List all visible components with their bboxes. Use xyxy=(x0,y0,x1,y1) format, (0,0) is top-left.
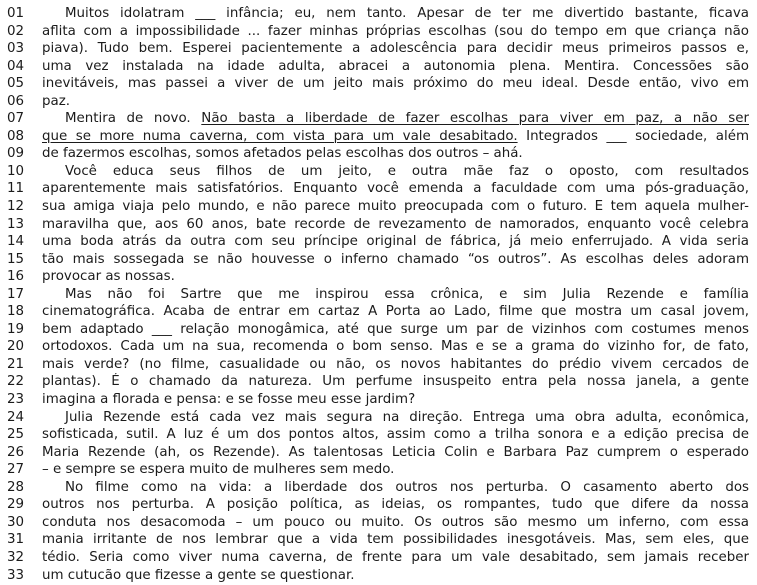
text-line xyxy=(7,321,749,339)
text-line xyxy=(7,233,749,251)
line-number: 20 xyxy=(7,339,25,355)
line-text: provocar as nossas. xyxy=(42,269,175,285)
text-line xyxy=(7,145,749,163)
text-line xyxy=(7,5,749,23)
underlined-text: que se more numa caverna, com vista para um vale desabitado. xyxy=(42,128,518,144)
line-number: 26 xyxy=(7,444,25,460)
text-line xyxy=(7,391,749,409)
line-number: 14 xyxy=(7,234,25,250)
line-text: piava). Tudo bem. Esperei pacientemente a adolescência para decidir meus primeiros passos e, xyxy=(42,41,749,57)
line-text: que se more numa caverna, com vista para um vale desabitado. Integrados ___ sociedade, além xyxy=(42,128,749,144)
line-number: 33 xyxy=(7,567,25,583)
line-number: 31 xyxy=(7,532,25,548)
line-number: 05 xyxy=(7,76,25,92)
text-line xyxy=(7,198,749,216)
line-text: – e sempre se espera muito de mulheres sem medo. xyxy=(42,462,395,478)
text-line xyxy=(7,93,749,111)
text-line xyxy=(7,180,749,198)
text-line xyxy=(7,216,749,234)
text-line xyxy=(7,268,749,286)
line-number: 09 xyxy=(7,146,25,162)
line-number: 24 xyxy=(7,409,25,425)
line-text: Muitos idolatram ___ infância; eu, nem tanto. Apesar de ter me divertido bastante, ficava xyxy=(65,6,749,21)
line-text: cinematográfica. Acaba de entrar em cartaz A Porta ao Lado, filme que mostra um casal jovem, xyxy=(42,304,749,320)
line-text: Mentira de novo. Não basta a liberdade de fazer escolhas para viver em paz, a não ser xyxy=(65,111,749,127)
line-number: 07 xyxy=(7,111,25,127)
text-line xyxy=(7,514,749,532)
line-number: 06 xyxy=(7,93,25,109)
line-text: outros nos perturba. A posição política, as ideias, os rompantes, tudo que difere da nossa xyxy=(42,497,749,513)
line-text: aflita com a impossibilidade ... fazer minhas próprias escolhas (sou do tempo em que criança não xyxy=(42,23,749,39)
text-line xyxy=(7,479,749,497)
line-text: Mas não foi Sartre que me inspirou essa crônica, e sim Julia Rezende e família xyxy=(65,286,749,302)
text-line xyxy=(7,75,749,93)
line-number: 27 xyxy=(7,462,25,478)
underlined-text: Não basta a liberdade de fazer escolhas para viver em paz, a não ser xyxy=(201,111,749,127)
text-line xyxy=(7,426,749,444)
text-line xyxy=(7,303,749,321)
text-line xyxy=(7,338,749,356)
line-text: No filme como na vida: a liberdade dos outros nos perturba. O casamento aberto dos xyxy=(65,479,749,495)
line-number: 15 xyxy=(7,251,25,267)
line-text: mais verde? (no filme, casualidade ou não, os novos habitantes do prédio vivem cercados de xyxy=(42,356,749,372)
line-text: de fazermos escolhas, somos afetados pelas escolhas dos outros – ahá. xyxy=(42,146,523,162)
text-line xyxy=(7,531,749,549)
line-text: um cutucão que fizesse a gente se questionar. xyxy=(42,567,355,583)
text-line xyxy=(7,286,749,304)
line-text: Você educa seus filhos de um jeito, e outra mãe faz o oposto, com resultados xyxy=(65,163,749,179)
text-line xyxy=(7,549,749,567)
line-text: bem adaptado ___ relação monogâmica, até que surge um par de vizinhos com costumes menos xyxy=(42,321,749,337)
line-number: 13 xyxy=(7,216,25,232)
line-text: ortodoxos. Cada um na sua, recomenda o bom senso. Mas e se a grama do vizinho for, de fato, xyxy=(42,339,749,355)
text-line xyxy=(7,110,749,128)
line-number: 10 xyxy=(7,163,25,179)
line-text: conduta nos desacomoda – um pouco ou muito. Os outros são mesmo um inferno, com essa xyxy=(42,514,749,530)
line-number: 03 xyxy=(7,41,25,57)
line-text: sofisticada, sutil. A luz é um dos pontos altos, assim como a trilha sonora e a edição precisa de xyxy=(42,427,749,443)
text-line xyxy=(7,163,749,181)
line-number: 17 xyxy=(7,286,25,302)
line-text: tão mais sossegada se não houvesse o inferno chamado “os outros”. As escolhas deles adoram xyxy=(42,251,749,267)
line-number: 28 xyxy=(7,479,25,495)
line-text: maravilha que, aos 60 anos, bate recorde de revezamento de namorados, enquanto você celebra xyxy=(42,216,749,232)
text-line xyxy=(7,373,749,391)
line-text: mania irritante de nos lembrar que a vida tem possibilidades inesgotáveis. Mas, sem eles, que xyxy=(42,532,749,548)
line-text: plantas). É o chamado da natureza. Um perfume insuspeito entra pela nossa janela, a gente xyxy=(42,374,749,390)
line-text: Julia Rezende está cada vez mais segura na direção. Entrega uma obra adulta, econômica, xyxy=(65,409,749,425)
text-line xyxy=(7,40,749,58)
text-line xyxy=(7,496,749,514)
line-text: tédio. Seria como viver numa caverna, de frente para um vale desabitado, sem jamais receber xyxy=(42,549,749,565)
text-line xyxy=(7,58,749,76)
text-line xyxy=(7,23,749,41)
line-text: sua amiga viaja pelo mundo, e não parece muito preocupada com o futuro. E tem aquela mulher- xyxy=(42,199,749,215)
line-text: aparentemente mais satisfatórios. Enquanto você emenda a faculdade com uma pós-graduação, xyxy=(42,181,749,197)
line-number: 12 xyxy=(7,199,25,215)
line-number: 30 xyxy=(7,514,25,530)
text-line xyxy=(7,444,749,462)
line-number: 16 xyxy=(7,269,25,285)
line-number: 25 xyxy=(7,427,25,443)
line-number: 29 xyxy=(7,497,25,513)
line-number: 21 xyxy=(7,356,25,372)
line-number: 02 xyxy=(7,23,25,39)
text-line xyxy=(7,409,749,427)
line-number: 23 xyxy=(7,392,25,408)
line-text: Maria Rezende (ah, os Rezende). As talentosas Leticia Colin e Barbara Paz cumprem o esperado xyxy=(42,444,749,460)
line-text: inevitáveis, mas passei a viver de um jeito mais próximo do meu ideal. Desde então, vivo em xyxy=(42,76,749,92)
line-number: 01 xyxy=(7,6,25,21)
text-line xyxy=(7,567,749,585)
line-number: 04 xyxy=(7,58,25,74)
line-number: 08 xyxy=(7,128,25,144)
line-number: 11 xyxy=(7,181,25,197)
line-text: uma boda atrás da outra com seu príncipe original de fábrica, já meio enferrujado. A vida seria xyxy=(42,234,749,250)
line-number: 19 xyxy=(7,321,25,337)
line-number: 22 xyxy=(7,374,25,390)
line-number: 32 xyxy=(7,549,25,565)
text-line xyxy=(7,128,749,146)
text-line xyxy=(7,251,749,269)
line-number: 18 xyxy=(7,304,25,320)
line-text: imagina a florada e pensa: e se fosse meu esse jardim? xyxy=(42,392,416,408)
line-text: uma vez instalada na idade adulta, abracei a autonomia plena. Mentira. Concessões são xyxy=(42,58,749,74)
line-text: paz. xyxy=(42,93,70,109)
text-line xyxy=(7,461,749,479)
text-line xyxy=(7,356,749,374)
